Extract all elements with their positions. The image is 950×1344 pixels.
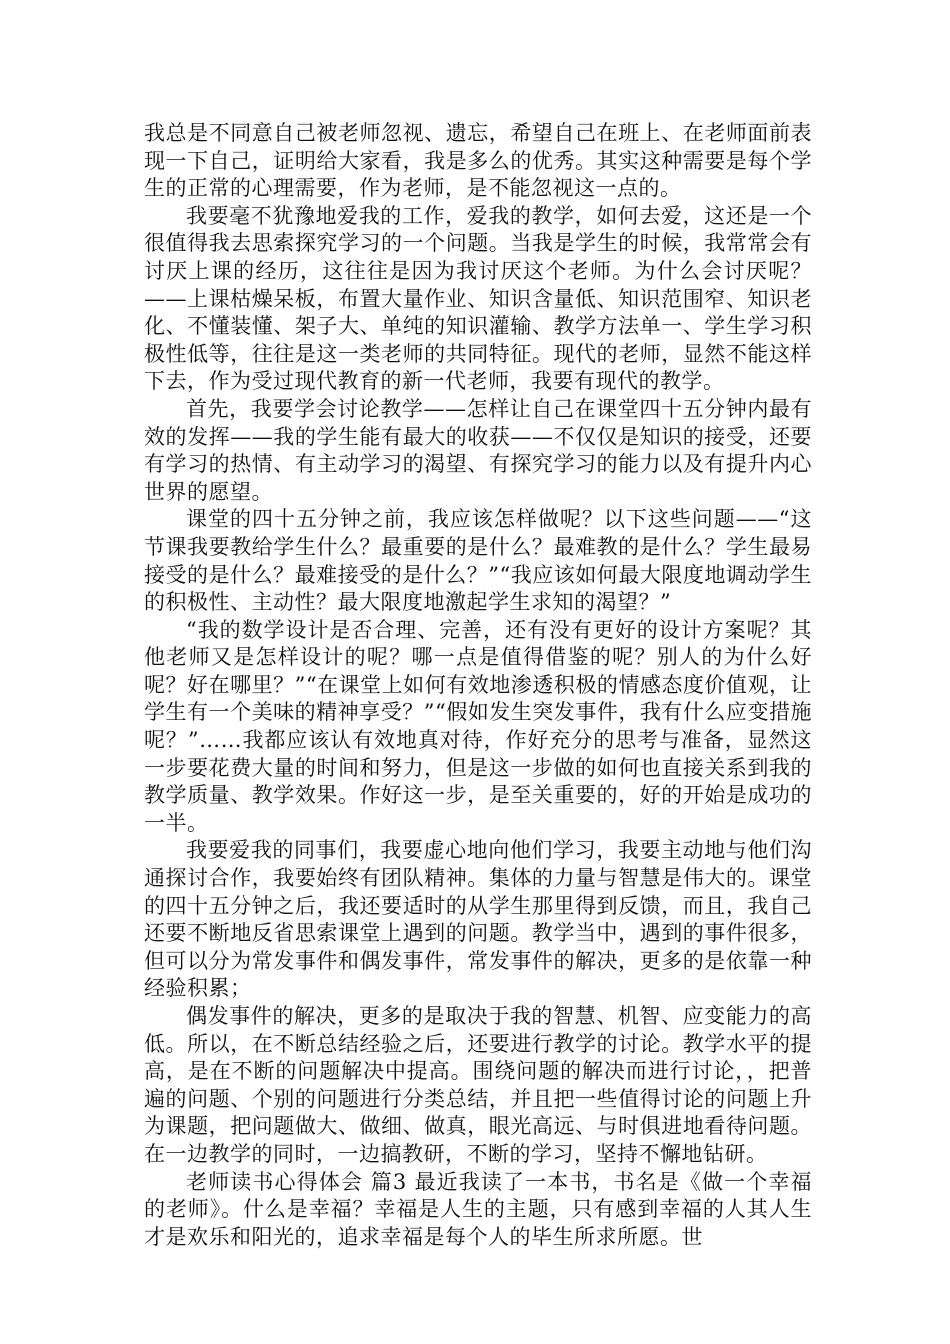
paragraph-4: 课堂的四十五分钟之前，我应该怎样做呢？以下这些问题——“这节课我要教给学生什么？最重要的是什么？最难教的是什么？学生最易接受的是什么？最难接受的是什么？”“我应该如何最大限度地调动学生的积极性、主动性？最大限度地激起学生求知的渴望？” xyxy=(144,507,812,615)
document-page xyxy=(144,120,812,1251)
paragraph-2: 我要毫不犹豫地爱我的工作，爱我的教学，如何去爱，这还是一个很值得我去思索探究学习的一个问题。当我是学生的时候，我常常会有讨厌上课的经历，这往往是因为我讨厌这个老师。为什么会讨厌呢？——上课枯燥呆板，布置大量作业、知识含量低、知识范围窄、知识老化、不懂装懂、架子大、单纯的知识灌输、教学方法单一、学生学习积极性低等，往往是这一类老师的共同特征。现代的老师，显然不能这样下去，作为受过现代教育的新一代老师，我要有现代的教学。 xyxy=(144,203,812,394)
paragraph-8: 老师读书心得体会 篇3 最近我读了一本书，书名是《做一个幸福的老师》。什么是幸福？幸福是人生的主题，只有感到幸福的人其人生才是欢乐和阳光的，追求幸福是每个人的毕生所求所愿。世 xyxy=(144,1169,812,1249)
paragraph-3: 首先，我要学会讨论教学——怎样让自己在课堂四十五分钟内最有效的发挥——我的学生能有最大的收获——不仅仅是知识的接受，还要有学习的热情、有主动学习的渴望、有探究学习的能力以及有提升内心世界的愿望。 xyxy=(144,396,812,504)
paragraph-7: 偶发事件的解决，更多的是取决于我的智慧、机智、应变能力的高低。所以，在不断总结经验之后，还要进行教学的讨论。教学水平的提高，是在不断的问题解决中提高。围绕问题的解决而进行讨论，，把普遍的问题、个别的问题进行分类总结，并且把一些值得讨论的问题上升为课题，把问题做大、做细、做真，眼光高远、与时俱进地看待问题。在一边教学的同时，一边搞教研，不断的学习，坚持不懈地钻研。 xyxy=(144,1004,812,1166)
paragraph-5: “我的数学设计是否合理、完善，还有没有更好的设计方案呢？其他老师又是怎样设计的呢？哪一点是值得借鉴的呢？别人的为什么好呢？好在哪里？”“在课堂上如何有效地渗透积极的情感态度价值观，让学生有一个美味的精神享受？”“假如发生突发事件，我有什么应变措施呢？”……我都应该认有效地真对待，作好充分的思考与准备，显然这一步要花费大量的时间和努力，但是这一步做的如何也直接关系到我的教学质量、教学效果。作好这一步，是至关重要的，好的开始是成功的一半。 xyxy=(144,617,812,835)
paragraph-6: 我要爱我的同事们，我要虚心地向他们学习，我要主动地与他们沟通探讨合作，我要始终有团队精神。集体的力量与智慧是伟大的。课堂的四十五分钟之后，我还要适时的从学生那里得到反馈，而且，我自己还要不断地反省思索课堂上遇到的问题。教学当中，遇到的事件很多，但可以分为常发事件和偶发事件，常发事件的解决，更多的是依靠一种经验积累； xyxy=(144,838,812,1001)
paragraph-1: 我总是不同意自己被老师忽视、遗忘，希望自己在班上、在老师面前表现一下自己，证明给大家看，我是多么的优秀。其实这种需要是每个学生的正常的心理需要，作为老师，是不能忽视这一点的。 xyxy=(144,121,812,201)
